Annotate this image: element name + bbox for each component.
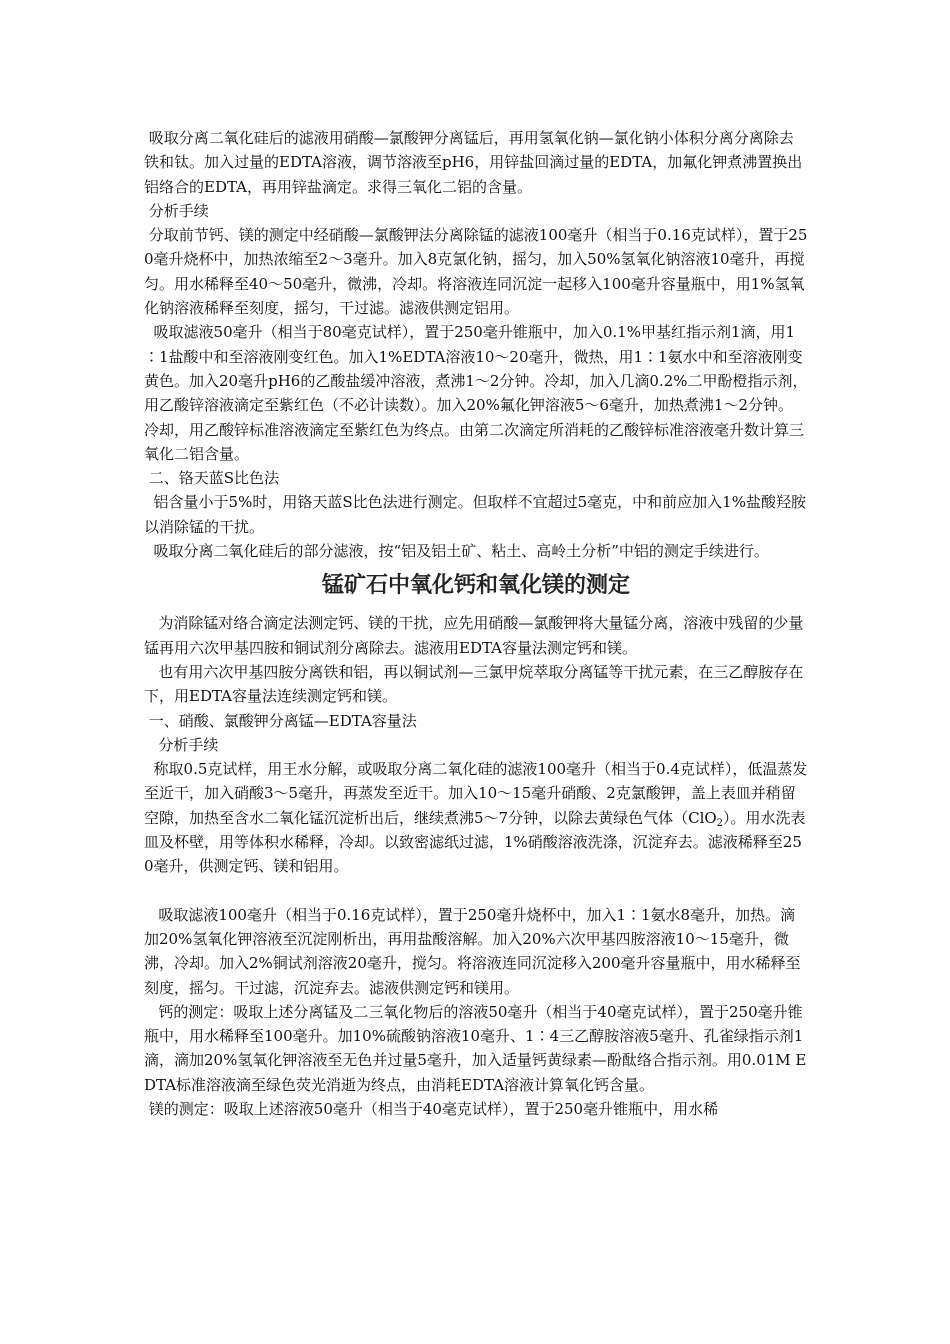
paragraph-calcium-determination: 钙的测定：吸取上述分离锰及二三氧化物后的溶液50毫升（相当于40毫克试样），置于250毫升锥瓶中，用水稀释至100毫升。加10%硫酸钠溶液10毫升、1∶4三乙醇胺溶液5毫升、孔雀绿指示剂1滴，滴加20%氢氧化钾溶液至无色并过量5毫升，加入适量钙黄绿素—酚酞络合指示剂。用0.01M EDTA标准溶液滴至绿色荧光消逝为终点，由消耗EDTA溶液计算氧化钙含量。 [144,1002,807,1094]
paragraph-filtrate-separation: 吸取滤液100毫升（相当于0.16克试样），置于250毫升烧杯中，加入1∶1氨水8毫升，加热。滴加20%氢氧化钾溶液至沉淀刚析出，再用盐酸溶解。加入20%六次甲基四胺溶液10～15毫升，微沸，冷却。加入2%铜试剂溶液20毫升，搅匀。将溶液连同沉淀移入200毫升容量瓶中，用水稀释至刻度，摇匀。干过滤，沉淀弃去。滤液供测定钙和镁用。 [144,905,801,997]
paragraph-sample-decomposition [144,757,808,878]
paragraph-part: ）。用水洗表皿及杯壁，用等体积水稀释，冷却。以致密滤纸过滤，1%硝酸溶液洗涤，沉淀弃去。滤液稀释至250毫升，供测定钙、镁和铝用。 [144,808,806,876]
paragraph-titration-procedure: 吸取滤液50毫升（相当于80毫克试样），置于250毫升锥瓶中，加入0.1%甲基红指示剂1滴，用1∶1盐酸中和至溶液刚变红色。加入1%EDTA溶液10～20毫升，微热，用1∶1氨水中和至溶液刚变黄色。加入20毫升pH6的乙酸盐缓冲溶液，煮沸1～2分钟。冷却，加入几滴0.2%二甲酚橙指示剂，用乙酸锌溶液滴定至紫红色（不必计读数）。加入20%氟化钾溶液5～6毫升，加热煮沸1～2分钟。冷却，用乙酸锌标准溶液滴定至紫红色为终点。由第二次滴定所消耗的乙酸锌标准溶液毫升数计算三氧化二铝含量。 [144,323,808,463]
subscript: 2 [716,817,724,829]
paragraph-intro-1: 为消除锰对络合滴定法测定钙、镁的干扰，应先用硝酸—氯酸钾将大量锰分离，溶液中残留的少量锰再用六次甲基四胺和铜试剂分离除去。滤液用EDTA容量法测定钙和镁。 [144,614,804,657]
document-body [144,126,808,1121]
heading-chrome-azurol-method: 二、铬天蓝S比色法 [144,469,280,488]
paragraph-alumina-method: 吸取分离二氧化硅后的滤液用硝酸—氯酸钾分离锰后，再用氢氧化钠—氯化钠小体积分离分离除去铁和钛。加入过量的EDTA溶液，调节溶液至pH6，用锌盐回滴过量的EDTA，加氟化钾煮沸置换出铝络合的EDTA，再用锌盐滴定。求得三氧化二铝的含量。 [144,129,803,196]
paragraph-low-aluminum-note: 铝含量小于5%时，用铬天蓝S比色法进行测定。但取样不宜超过5毫克，中和前应加入1%盐酸羟胺以消除锰的干扰。 [144,493,806,536]
paragraph-intro-2: 也有用六次甲基四胺分离铁和铝，再以铜试剂—三氯甲烷萃取分离锰等干扰元素，在三乙醇胺存在下，用EDTA容量法连续测定钙和镁。 [144,662,804,706]
section-title: 锰矿石中氧化钙和氧化镁的测定 [321,573,630,599]
heading-analysis-procedure-2: 分析手续 [144,735,219,754]
heading-analysis-procedure: 分析手续 [144,201,209,220]
paragraph-gap [144,879,808,903]
paragraph-part: 称取0.5克试样，用王水分解，或吸取分离二氧化硅的滤液100毫升（相当于0.4克试样），低温蒸发至近干，加入硝酸3～5毫升，再蒸发至近干。加入10～15毫升硝酸、2克氯酸钾，盖上表皿并稍留空隙，加热至含水二氧化锰沉淀析出后，继续煮沸5～7分钟，以除去黄绿色气体（ClO [144,760,808,827]
paragraph-magnesium-determination: 镁的测定：吸取上述溶液50毫升（相当于40毫克试样），置于250毫升锥瓶中，用水稀 [144,1099,719,1118]
paragraph-reference-procedure: 吸取分离二氧化硅后的部分滤液，按“铝及铝土矿、粘土、高岭土分析”中铝的测定手续进行。 [144,542,769,561]
heading-method-one: 一、硝酸、氯酸钾分离锰—EDTA容量法 [144,711,417,730]
paragraph-separation-procedure: 分取前节钙、镁的测定中经硝酸—氯酸钾法分离除锰的滤液100毫升（相当于0.16克试样），置于250毫升烧杯中，加热浓缩至2～3毫升。加入8克氯化钠，摇匀，加入50%氢氧化钠溶液10毫升，再搅匀。用水稀释至40～50毫升，微沸，冷却。将溶液连同沉淀一起移入100毫升容量瓶中，用1%氢氧化钠溶液稀释至刻度，摇匀，干过滤。滤液供测定铝用。 [144,226,808,318]
